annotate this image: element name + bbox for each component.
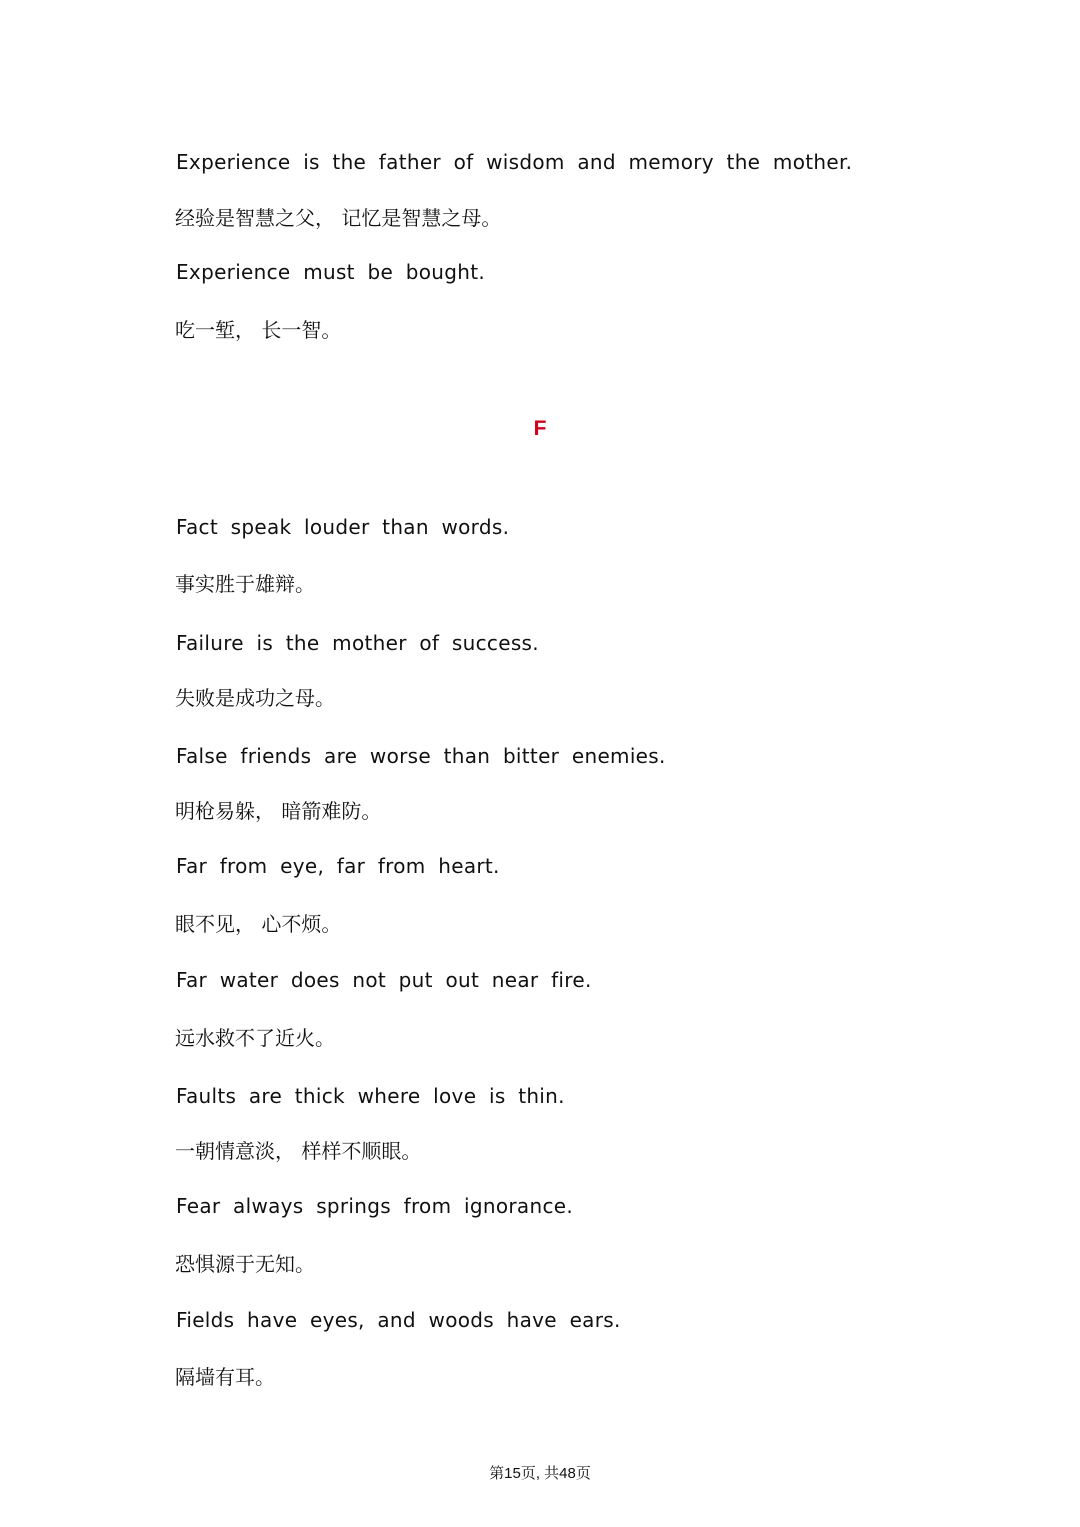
proverb-en: False friends are worse than bitter enemies.	[176, 744, 666, 768]
proverb-en: Faults are thick where love is thin.	[176, 1084, 565, 1108]
proverb-en: Experience must be bought.	[176, 260, 486, 284]
proverb-zh: 经验是智慧之父， 记忆是智慧之母。	[175, 206, 502, 230]
proverb-en: Failure is the mother of success.	[176, 631, 539, 655]
proverb-en: Fact speak louder than words.	[176, 515, 510, 539]
proverb-en: Experience is the father of wisdom and memory the mother.	[176, 150, 853, 174]
proverb-zh: 恐惧源于无知。	[175, 1252, 315, 1276]
proverb-en: Fields have eyes, and woods have ears.	[176, 1308, 621, 1332]
proverb-zh: 失败是成功之母。	[175, 686, 335, 710]
proverb-en: Far from eye, far from heart.	[176, 854, 500, 878]
section-heading: F	[533, 417, 547, 440]
page-number-footer: 第15页, 共48页	[489, 1465, 591, 1482]
proverb-zh: 远水救不了近火。	[175, 1026, 335, 1050]
proverb-zh: 一朝情意淡， 样样不顺眼。	[175, 1139, 422, 1163]
proverb-zh: 眼不见， 心不烦。	[175, 912, 342, 936]
proverb-en: Fear always springs from ignorance.	[176, 1194, 574, 1218]
proverb-zh: 明枪易躲， 暗箭难防。	[175, 799, 382, 823]
proverb-en: Far water does not put out near fire.	[176, 968, 592, 992]
proverb-zh: 隔墙有耳。	[175, 1365, 275, 1389]
proverb-zh: 事实胜于雄辩。	[175, 572, 315, 596]
proverb-zh: 吃一堑， 长一智。	[175, 318, 342, 342]
